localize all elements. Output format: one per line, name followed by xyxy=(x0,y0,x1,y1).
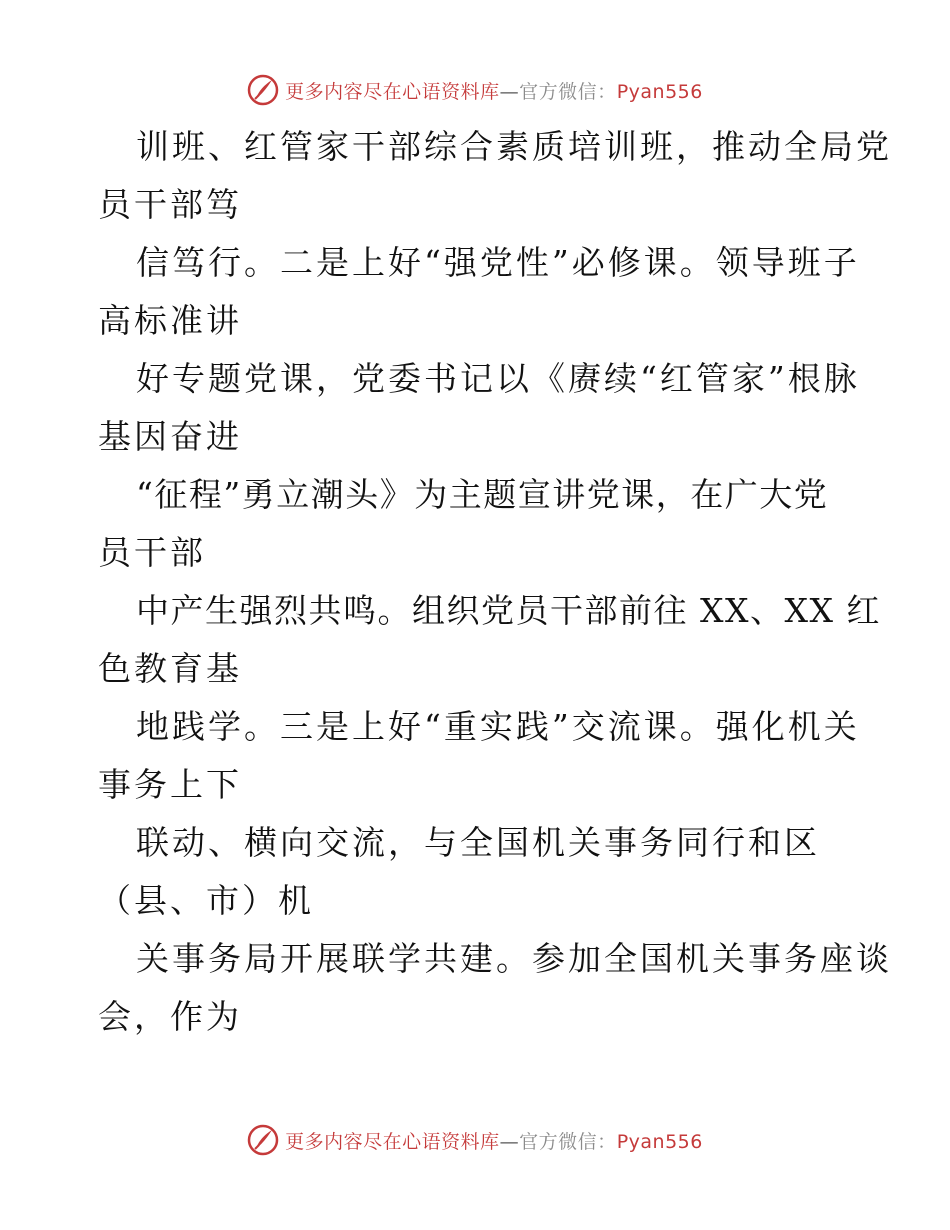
text-line: 关事务局开展联学共建。参加全国机关事务座谈 xyxy=(136,939,892,978)
quill-pen-logo-icon xyxy=(247,74,279,106)
text-line: 地践学。三是上好“重实践”交流课。强化机关 xyxy=(136,707,860,746)
text-line: 基因奋进 xyxy=(98,417,242,456)
header-wechat-id: Pyan556 xyxy=(616,80,703,103)
text-line: 高标准讲 xyxy=(98,301,242,340)
footer-wechat-label: 官方微信： xyxy=(519,1130,617,1153)
text-line: 会，作为 xyxy=(98,997,242,1036)
header-dash: — xyxy=(499,80,520,103)
text-line: （县、市）机 xyxy=(98,881,314,920)
text-line: 好专题党课，党委书记以《赓续“红管家”根脉 xyxy=(136,359,860,398)
header-wechat-label: 官方微信： xyxy=(519,80,617,103)
text-line: “征程”勇立潮头》为主题宣讲党课，在广大党 xyxy=(136,475,829,514)
text-line: 事务上下 xyxy=(98,765,242,804)
text-line: 信笃行。二是上好“强党性”必修课。领导班子 xyxy=(136,243,860,282)
document-body xyxy=(98,118,892,1046)
text-line: 员干部笃 xyxy=(98,185,242,224)
page-header xyxy=(0,70,950,110)
text-line: 训班、红管家干部综合素质培训班，推动全局党 xyxy=(136,127,892,166)
text-line: 员干部 xyxy=(98,533,206,572)
quill-pen-logo-icon xyxy=(247,1124,279,1156)
footer-site-name: 更多内容尽在心语资料库 xyxy=(285,1130,500,1153)
text-line: 色教育基 xyxy=(98,649,242,688)
header-site-name: 更多内容尽在心语资料库 xyxy=(285,80,500,103)
footer-wechat-id: Pyan556 xyxy=(616,1130,703,1153)
header-banner xyxy=(247,74,703,106)
text-line: 中产生强烈共鸣。组织党员干部前往 XX、XX 红 xyxy=(136,591,881,630)
footer-dash: — xyxy=(499,1130,520,1153)
page-footer xyxy=(0,1120,950,1160)
footer-banner xyxy=(247,1124,703,1156)
text-line: 联动、横向交流，与全国机关事务同行和区 xyxy=(136,823,820,862)
